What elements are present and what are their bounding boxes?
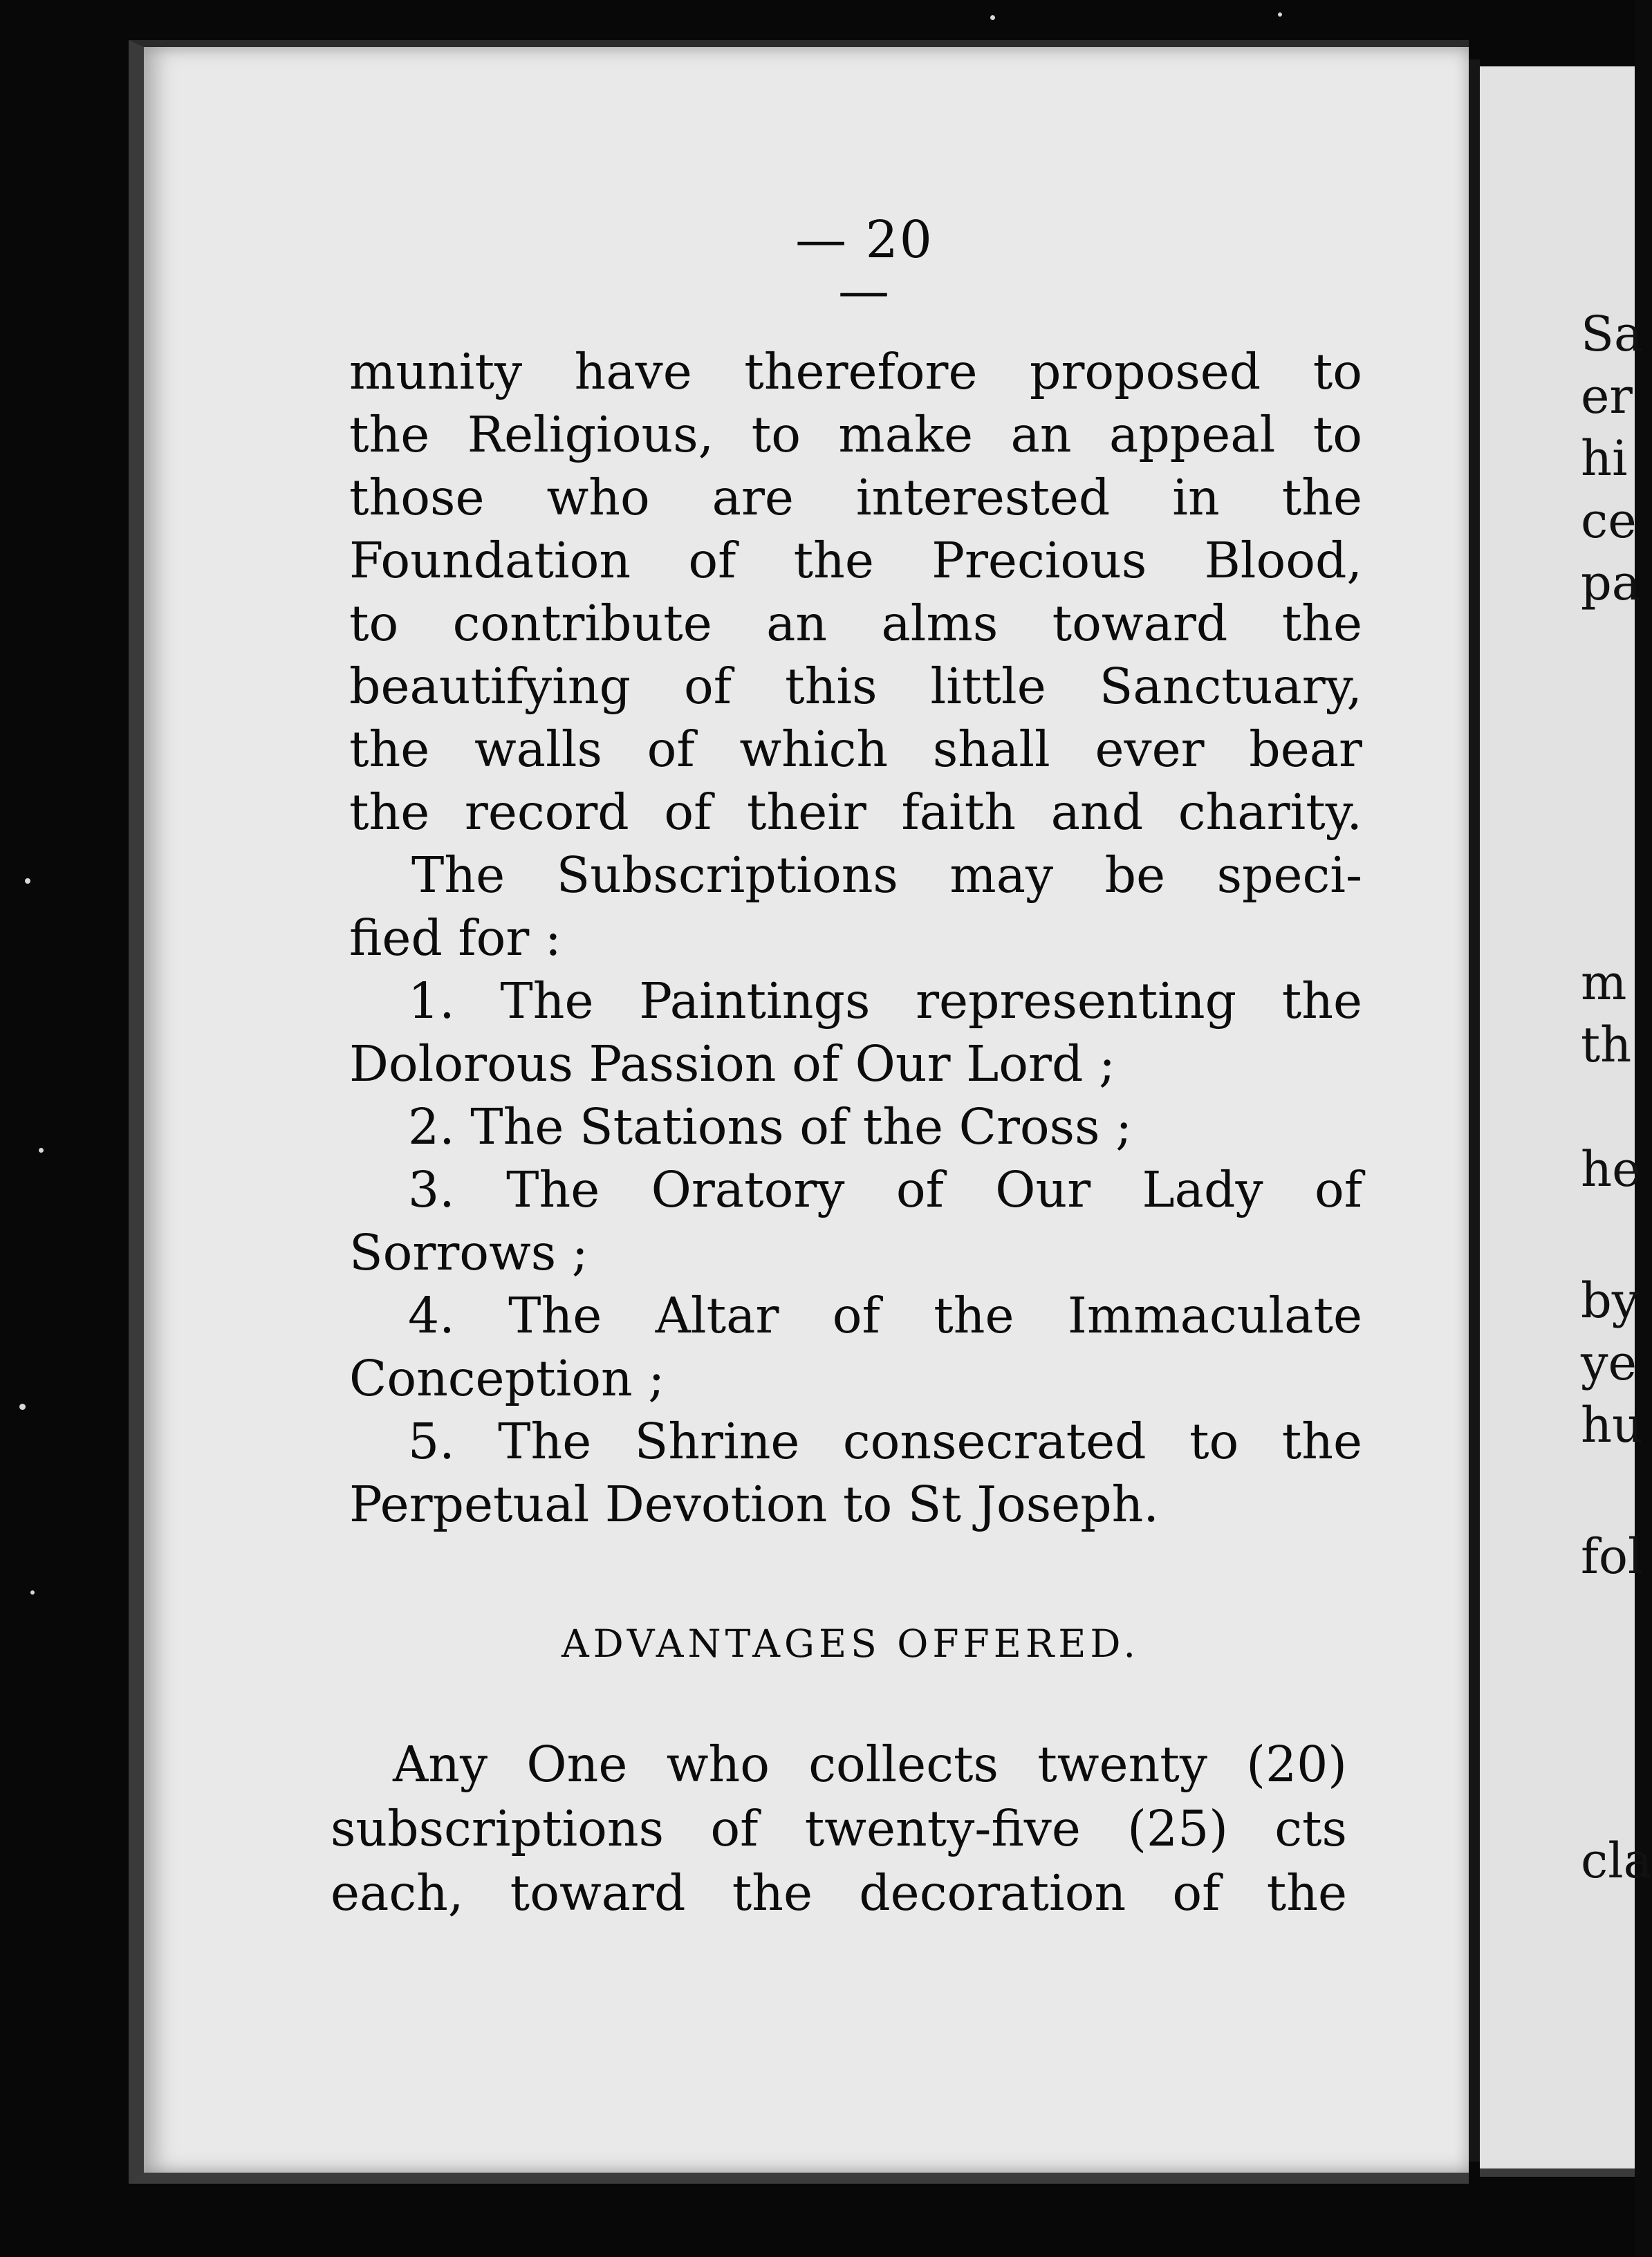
list-item-line: 5. The Shrine consecrated to the [408,1413,1362,1470]
list-item-line: Perpetual Devotion to St Joseph. [349,1476,1159,1533]
facing-page-fragment: he [1581,1141,1641,1198]
facing-page-fragment: hu [1581,1397,1644,1453]
text-line: beautifying of this little Sanctuary, [349,658,1362,715]
scan-speck [39,1148,44,1153]
facing-page-fragment: hi [1581,430,1628,487]
body-text [349,340,1362,1536]
section-heading: ADVANTAGES OFFERED. [561,1622,1140,1666]
text-line: the walls of which shall ever bear [349,721,1362,778]
scan-speck [1278,12,1282,17]
text-line: each, toward the decoration of the [331,1864,1347,1922]
scan-speck [19,1404,26,1410]
list-item-line: 2. The Stations of the Cross ; [408,1098,1133,1155]
text-line: those who are interested in the [349,469,1362,526]
text-line: subscriptions of twenty-five (25) cts [331,1800,1347,1857]
text-line: the record of their faith and charity. [349,783,1362,841]
list-item-line: Dolorous Passion of Our Lord ; [349,1035,1115,1093]
text-line: The Subscriptions may be speci- [411,846,1362,904]
text-line: the Religious, to make an appeal to [349,406,1362,463]
list-item-line: Sorrows ; [349,1224,588,1281]
right-page-edge [1480,66,1652,2177]
facing-page-fragment: ce [1581,492,1637,549]
scan-speck [25,878,30,884]
scan-speck [990,15,995,20]
list-item-line: Conception ; [349,1350,665,1407]
book-gutter [1469,59,1480,2162]
scan-speck [30,1590,35,1595]
facing-page-fragment: by [1581,1272,1640,1329]
list-item-line: 4. The Altar of the Immaculate [408,1287,1362,1344]
facing-page-fragment: ye [1581,1335,1637,1391]
facing-page-fragment: fol [1581,1528,1644,1585]
text-line: fied for : [349,909,562,967]
page-number: — 20 — [795,210,934,321]
facing-page-fragment: m [1581,954,1627,1011]
text-line: to contribute an alms toward the [349,595,1362,652]
list-item-line: 3. The Oratory of Our Lady of [408,1161,1362,1218]
text-line: munity have therefore proposed to [349,343,1362,400]
facing-page-fragment: Sa [1581,306,1643,362]
facing-page-fragment: th [1581,1016,1632,1073]
list-item-line: 1. The Paintings representing the [408,972,1362,1030]
facing-page-fragment: cla [1581,1832,1652,1889]
text-line: Foundation of the Precious Blood, [349,532,1362,589]
text-line: Any One who collects twenty (20) [393,1736,1347,1793]
facing-page-fragment: er [1581,368,1633,425]
facing-page-fragment: pa [1581,555,1641,611]
closing-paragraph [331,1732,1347,1925]
